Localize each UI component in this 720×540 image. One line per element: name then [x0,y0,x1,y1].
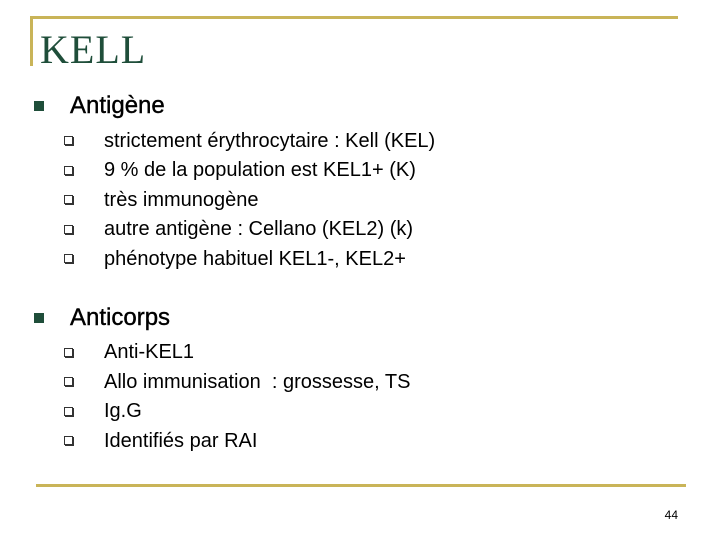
list-item [34,126,674,156]
list-item-text: très immunogène [104,188,259,211]
list-item [34,367,674,397]
section-heading-row [34,302,674,334]
slide-title: KELL [40,27,147,72]
checkbox-bullet-icon [64,254,73,263]
section-item-list [34,126,674,274]
section-item-list [34,338,674,456]
list-item [34,338,674,368]
checkbox-bullet-icon [64,407,73,416]
list-item [34,244,674,274]
section-heading-row [34,90,674,122]
list-item-text: Ig.G [104,400,142,423]
list-item-text: 9 % de la population est KEL1+ (K) [104,159,416,182]
square-bullet-icon [34,101,44,111]
frame-left-line [30,16,33,66]
slide-content [34,90,674,456]
checkbox-bullet-icon [64,166,73,175]
list-item-text: phénotype habituel KEL1-, KEL2+ [104,247,406,270]
list-item [34,156,674,186]
footer-line [36,484,686,487]
checkbox-bullet-icon [64,225,73,234]
list-item-text: Identifiés par RAI [104,429,258,452]
page-number: 44 [664,508,678,522]
list-item-text: Anti-KEL1 [104,341,195,364]
list-item-text: Allo immunisation : grossesse, TS [104,370,411,393]
section-antigene [34,90,674,274]
checkbox-bullet-icon [64,377,73,386]
checkbox-bullet-icon [64,348,73,357]
list-item [34,215,674,245]
list-item [34,397,674,427]
checkbox-bullet-icon [64,436,73,445]
square-bullet-icon [34,313,44,323]
section-anticorps [34,302,674,456]
list-item [34,426,674,456]
checkbox-bullet-icon [64,195,73,204]
section-heading: Anticorps [70,303,171,331]
list-item-text: autre antigène : Cellano (KEL2) (k) [104,218,414,241]
checkbox-bullet-icon [64,136,73,145]
list-item [34,185,674,215]
frame-top-line [30,16,678,19]
list-item-text: strictement érythrocytaire : Kell (KEL) [104,129,436,152]
section-heading: Antigène [70,92,165,119]
